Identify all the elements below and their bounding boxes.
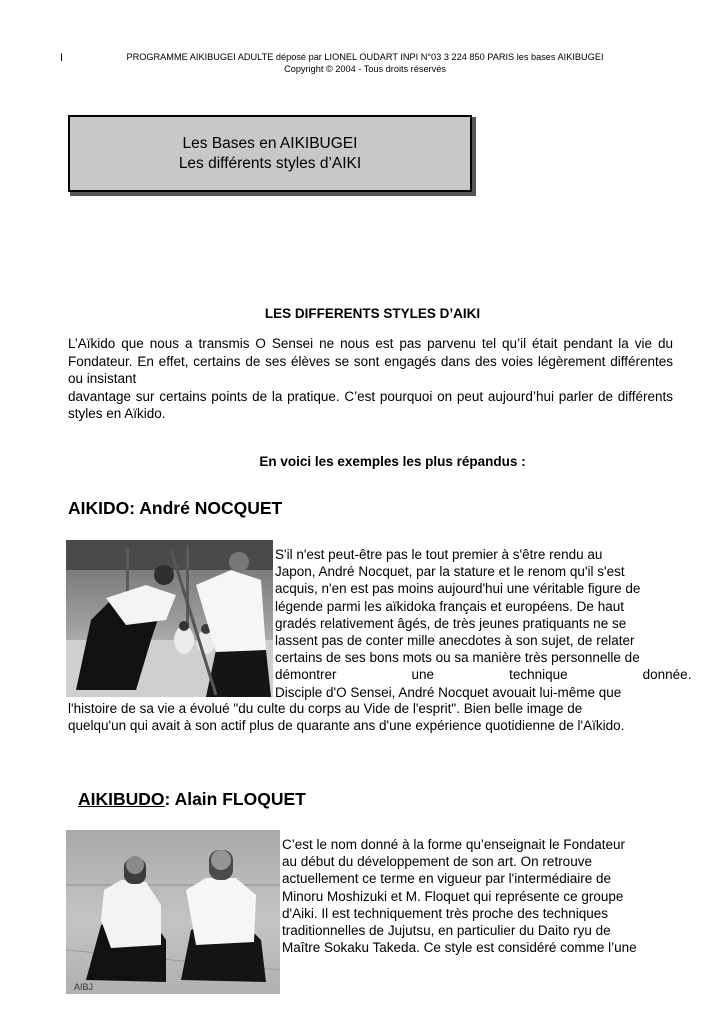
title-box (68, 115, 472, 192)
photo-watermark: AIBJ (74, 982, 94, 992)
bio-line: certains de ses bons mots ou sa manière très personnelle de (275, 650, 640, 666)
bio-line: légende parmi les aïkidoka français et européens. De haut (275, 598, 624, 614)
bio-line: Minoru Moshizuki et M. Floquet qui représente ce groupe (282, 888, 624, 904)
aikibudo-heading-name: : Alain FLOQUET (164, 789, 306, 809)
bio-line: l'histoire de sa vie a évolué "du culte du corps au Vide de l'esprit". Bien belle image de (68, 701, 583, 716)
floquet-photo (66, 830, 280, 994)
examples-heading: En voici les exemples les plus répandus : (259, 454, 526, 469)
aikibudo-heading-style: AIKIBUDO (78, 789, 165, 809)
floquet-photo-image (66, 830, 280, 994)
bio-line: quelqu'un qui avait à son actif plus de quarante ans d'une expérience quotidienne de l'Aïkido. (68, 718, 625, 734)
bio-line: actuellement ce terme en vigueur par l'intermédiaire de (282, 871, 611, 887)
aikido-heading: AIKIDO: André NOCQUET (68, 498, 283, 518)
nocquet-photo-image (66, 540, 273, 697)
header-mark: I (60, 52, 64, 64)
title-line-2: Les différents styles d’AIKI (178, 154, 362, 172)
bio-line: traditionnelles de Jujutsu, en particulier du Daito ryu de (282, 923, 611, 939)
bio-line: démontrer une technique donnée. (275, 667, 692, 683)
bio-line: d'Aiki. Il est techniquement très proche des techniques (282, 905, 609, 921)
nocquet-photo (66, 540, 273, 697)
intro-paragraph (68, 335, 673, 423)
bio-line: gradés relativement âgés, de très jeunes pratiquants ne se (275, 615, 627, 631)
bio-line: Japon, André Nocquet, par la stature et le renom qu'il s'est (275, 564, 625, 580)
header-line: PROGRAMME AIKIBUGEI ADULTE déposé par LIONEL OUDART INPI N°03 3 224 850 PARIS les bases AIKIBUGEI (126, 52, 604, 62)
intro-text-1: L’Aïkido que nous a transmis O Sensei ne nous est pas parvenu tel qu’il était pendant la vie du Fondateur. En effet, certains de ses élèves se sont engagés dans des voies légèrement différentes ou insistant (68, 336, 673, 386)
copyright-line: Copyright © 2004 - Tous droits réservés (284, 64, 446, 74)
bio-line: Maître Sokaku Takeda. Ce style est considéré comme l’une (282, 940, 637, 956)
bio-line: au début du développement de son art. On retrouve (282, 854, 592, 870)
bio-line: C’est le nom donné à la forme qu’enseignait le Fondateur (282, 837, 625, 852)
bio-line: acquis, n'en est pas moins aujourd'hui une véritable figure de (275, 581, 641, 597)
page-header (60, 51, 670, 75)
floquet-bio (282, 836, 673, 956)
bio-line: Disciple d'O Sensei, André Nocquet avouait lui-même que (275, 684, 622, 700)
bio-line: S'il n'est peut-être pas le tout premier à s'être rendu au (275, 547, 603, 562)
bio-line: lassent pas de conter mille anecdotes à son sujet, de relater (275, 633, 635, 649)
nocquet-bio (275, 546, 692, 701)
title-line-1: Les Bases en AIKIBUGEI (182, 134, 358, 152)
aikibudo-heading (78, 789, 306, 810)
section-title: LES DIFFERENTS STYLES D’AIKI (264, 306, 481, 321)
nocquet-bio-continued (68, 700, 673, 734)
intro-text-2: davantage sur certains points de la pratique. C’est pourquoi on peut aujourd’hui parler de différents styles en Aïkido. (68, 388, 673, 421)
